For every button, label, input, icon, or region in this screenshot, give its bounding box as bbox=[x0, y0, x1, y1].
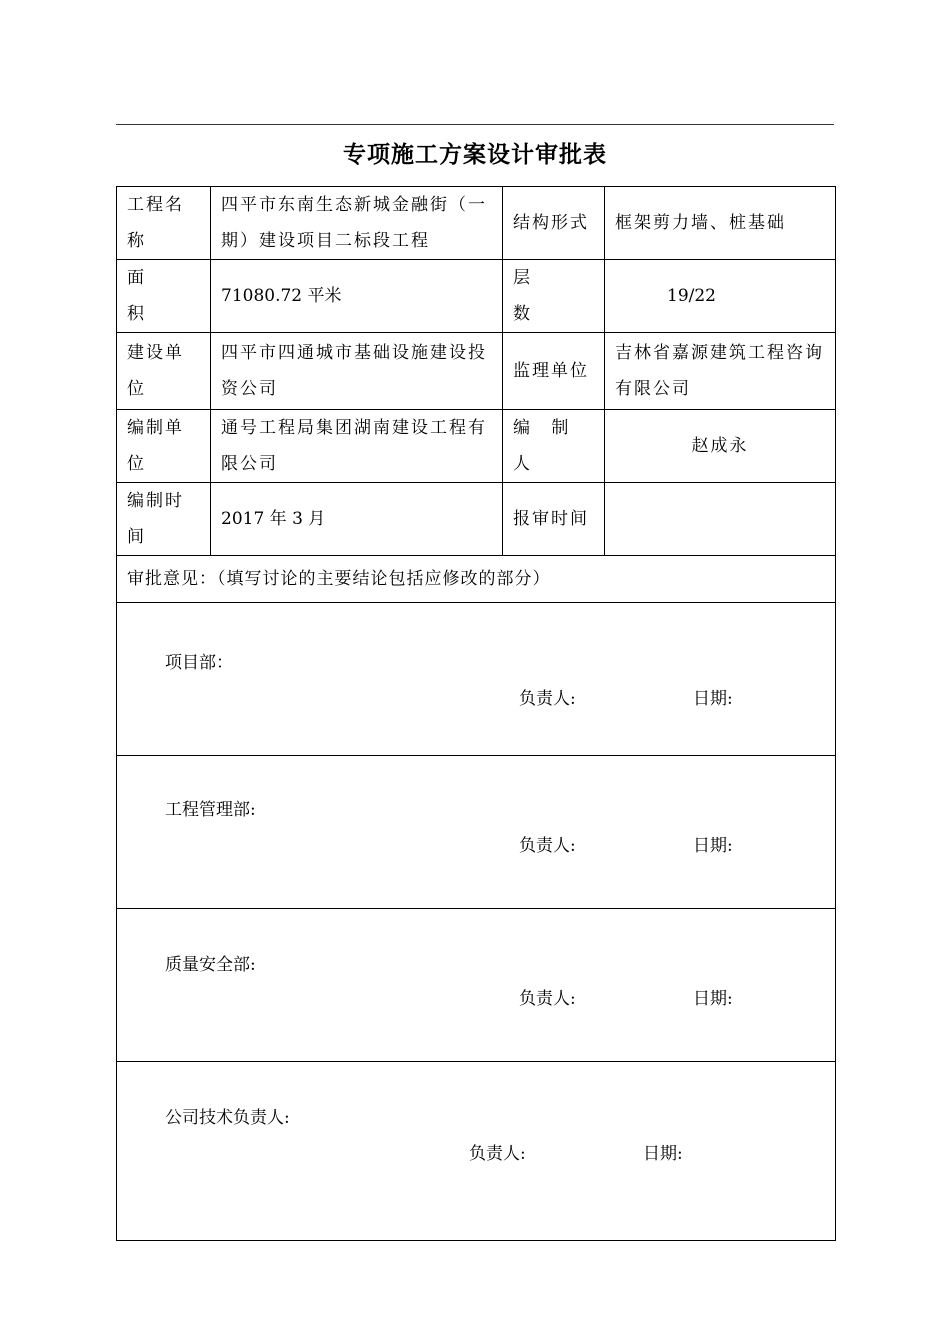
table-row bbox=[117, 756, 836, 909]
structure-value: 框架剪力墙、桩基础 bbox=[605, 187, 836, 260]
opinion-header: 审批意见：（填写讨论的主要结论包括应修改的部分） bbox=[117, 556, 836, 603]
project-name-value: 四平市东南生态新城金融街（一期）建设项目二标段工程 bbox=[211, 187, 503, 260]
signoff-quality-dept[interactable] bbox=[117, 909, 836, 1062]
signoff-engineering-dept[interactable] bbox=[117, 756, 836, 909]
floors-label: 层 数 bbox=[503, 260, 605, 333]
project-name-label: 工程名称 bbox=[117, 187, 211, 260]
signoff-date-label: 日期: bbox=[693, 989, 733, 1009]
signoff-label: 质量安全部: bbox=[165, 955, 256, 975]
signoff-person-label: 负责人: bbox=[519, 689, 576, 709]
signoff-date-label: 日期: bbox=[693, 689, 733, 709]
table-row bbox=[117, 187, 836, 260]
page-title: 专项施工方案设计审批表 bbox=[343, 142, 607, 168]
supervisor-label: 监理单位 bbox=[503, 333, 605, 410]
approval-form-table bbox=[116, 186, 836, 1241]
builder-value: 四平市四通城市基础设施建设投资公司 bbox=[211, 333, 503, 410]
top-rule bbox=[116, 124, 834, 125]
builder-label: 建设单位 bbox=[117, 333, 211, 410]
compiler-unit-value: 通号工程局集团湖南建设工程有限公司 bbox=[211, 410, 503, 483]
area-label: 面 积 bbox=[117, 260, 211, 333]
table-row bbox=[117, 909, 836, 1062]
signoff-date-label: 日期: bbox=[643, 1144, 683, 1164]
compiler-unit-label: 编制单位 bbox=[117, 410, 211, 483]
table-row bbox=[117, 260, 836, 333]
signoff-person-label: 负责人: bbox=[519, 836, 576, 856]
signoff-project-dept[interactable] bbox=[117, 603, 836, 756]
structure-label: 结构形式 bbox=[503, 187, 605, 260]
floors-value: 19/22 bbox=[605, 260, 836, 333]
table-row bbox=[117, 410, 836, 483]
signoff-person-label: 负责人: bbox=[519, 989, 576, 1009]
area-value: 71080.72 平米 bbox=[211, 260, 503, 333]
signoff-person-label: 负责人: bbox=[469, 1144, 526, 1164]
review-time-value[interactable] bbox=[605, 483, 836, 556]
supervisor-value: 吉林省嘉源建筑工程咨询有限公司 bbox=[605, 333, 836, 410]
compile-time-value: 2017 年 3 月 bbox=[211, 483, 503, 556]
signoff-label: 工程管理部: bbox=[165, 800, 256, 820]
table-row bbox=[117, 1062, 836, 1241]
signoff-tech-lead[interactable] bbox=[117, 1062, 836, 1241]
table-row bbox=[117, 483, 836, 556]
compiler-person-value: 赵成永 bbox=[605, 410, 836, 483]
signoff-label: 项目部： bbox=[165, 653, 233, 673]
table-row bbox=[117, 603, 836, 756]
signoff-date-label: 日期: bbox=[693, 836, 733, 856]
review-time-label: 报审时间 bbox=[503, 483, 605, 556]
table-row bbox=[117, 556, 836, 603]
table-row bbox=[117, 333, 836, 410]
signoff-label: 公司技术负责人: bbox=[165, 1108, 290, 1128]
compile-time-label: 编制时间 bbox=[117, 483, 211, 556]
compiler-person-label: 编 制 人 bbox=[503, 410, 605, 483]
